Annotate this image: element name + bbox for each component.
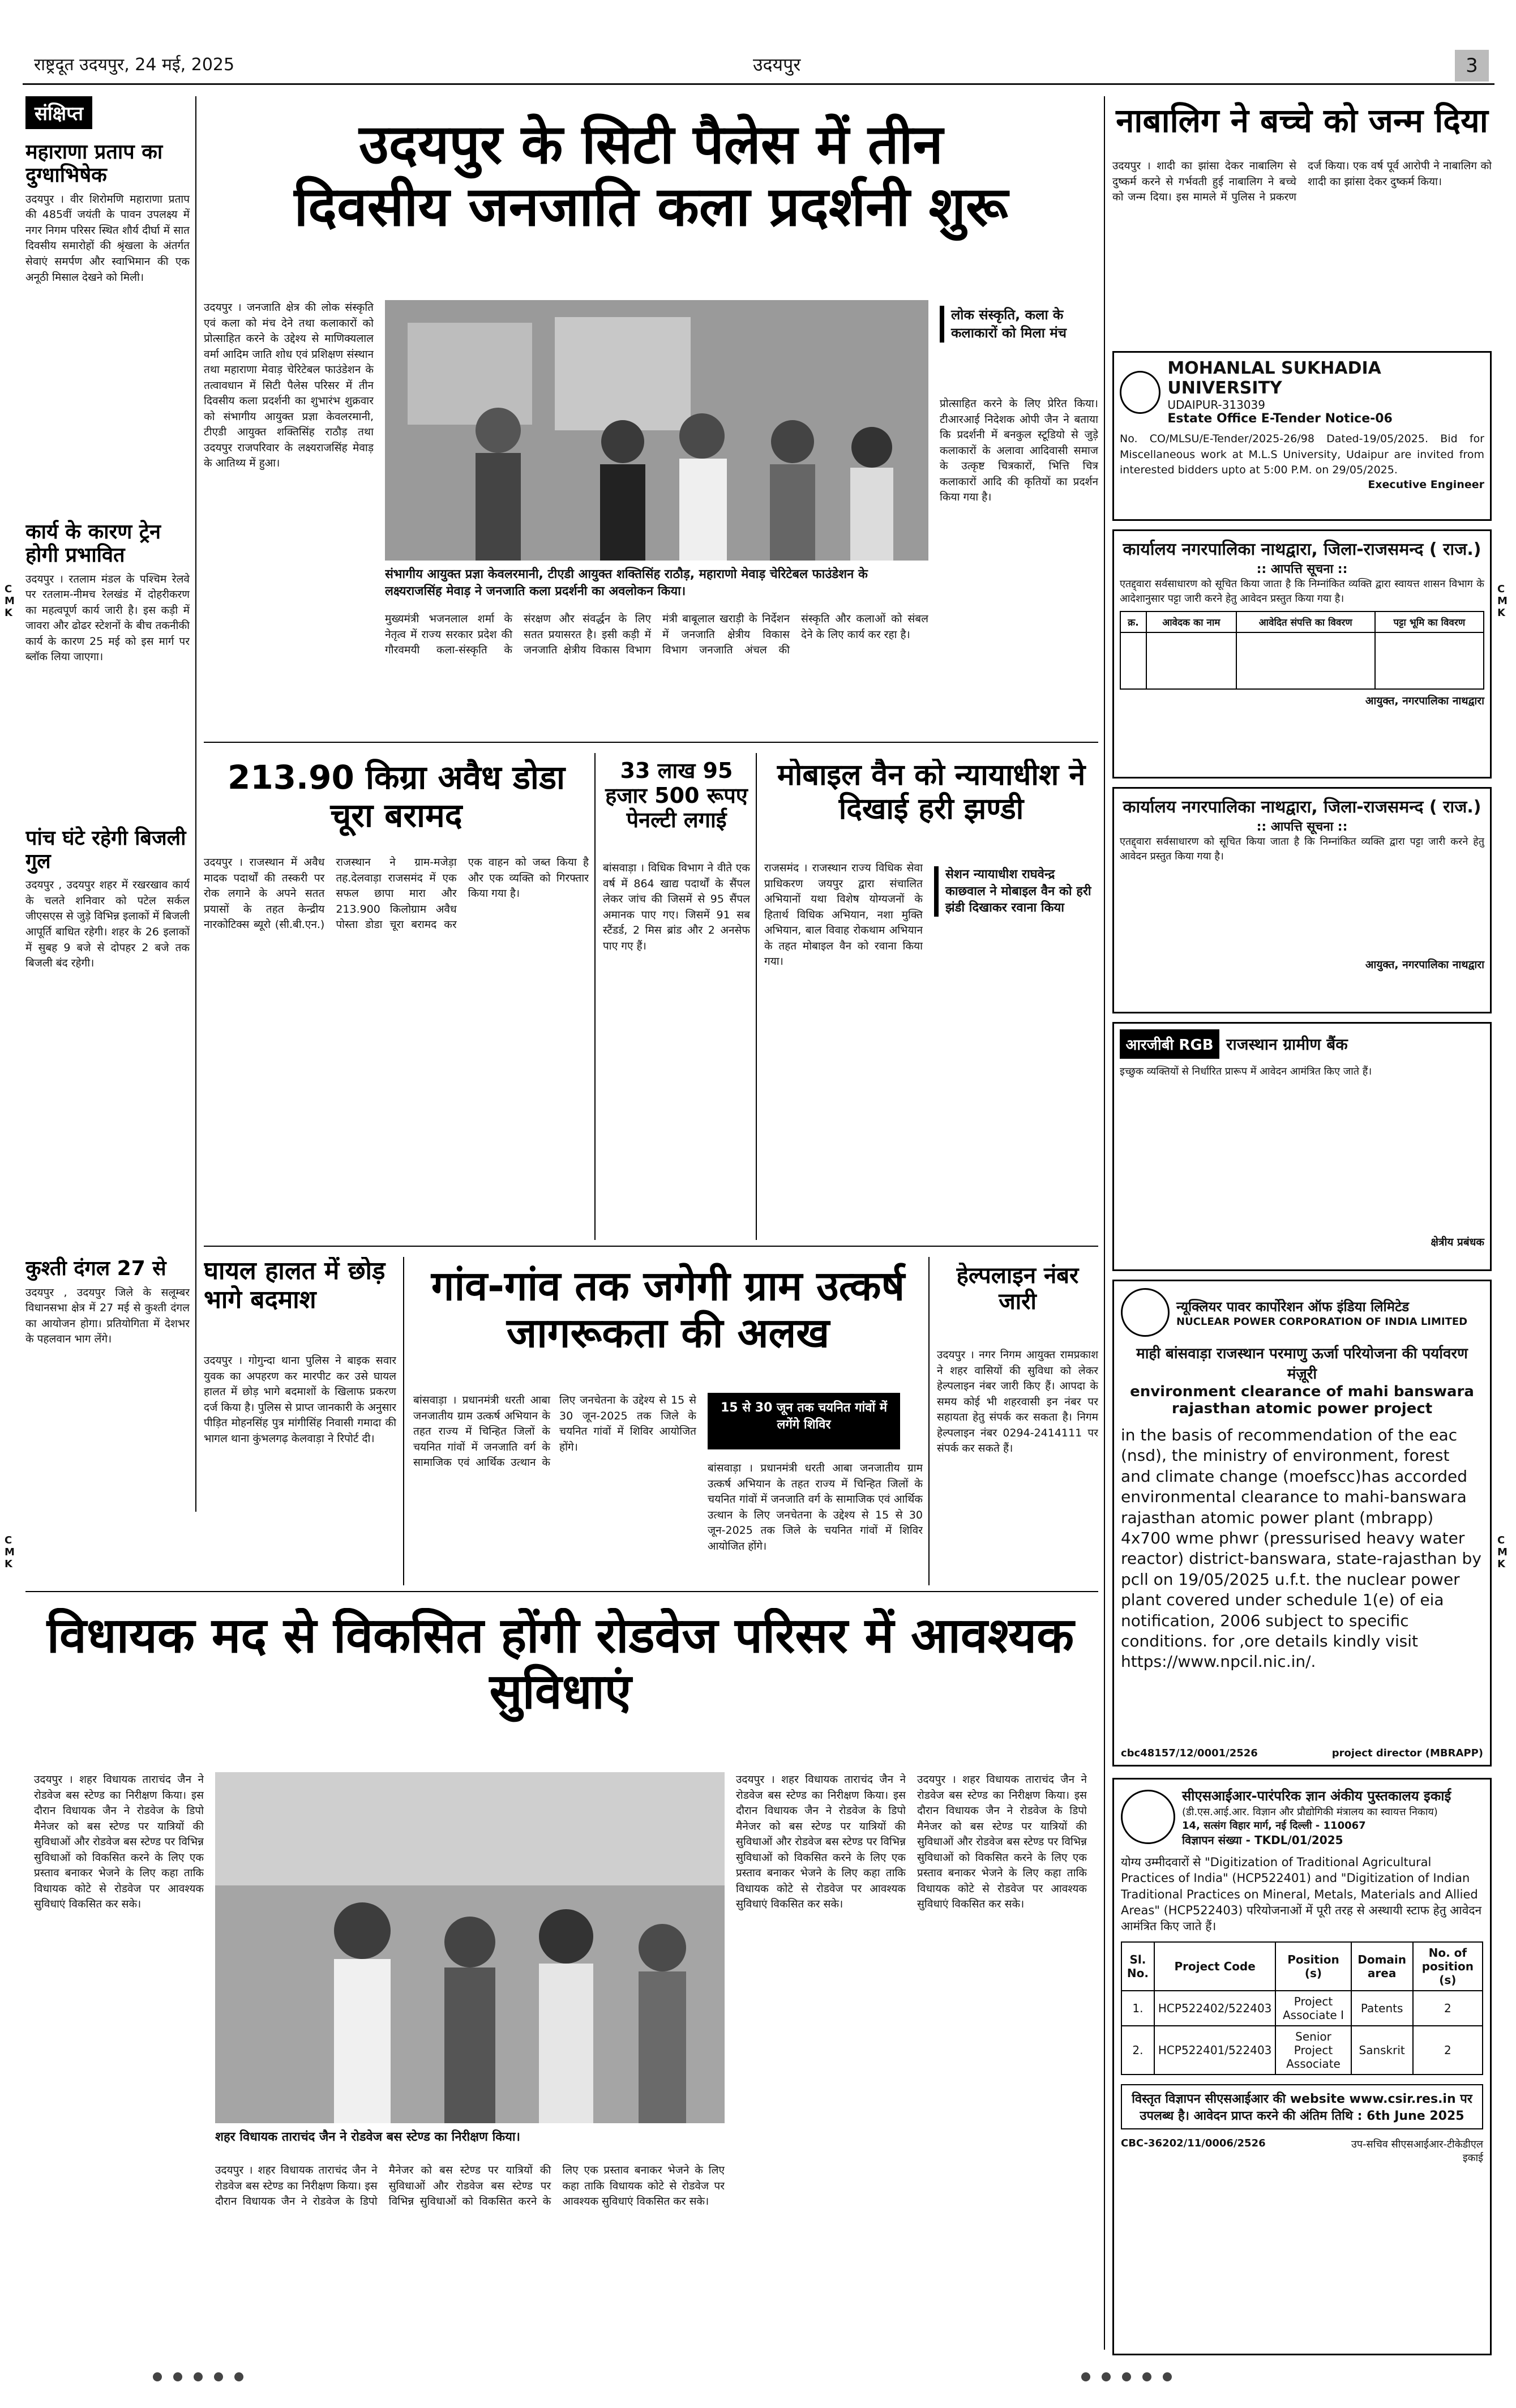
university-logo-icon (1120, 371, 1160, 414)
ad-footer (1121, 1747, 1483, 1759)
ad-table-header: Project Code (1154, 1942, 1276, 1991)
story-headline: विधायक मद से विकसित होंगी रोडवेज परिसर में आवश्यक सुविधाएं (46, 1608, 1074, 1720)
ad-table-header: पट्टा भूमि का विवरण (1375, 611, 1484, 632)
ad-table (1120, 611, 1484, 690)
story-photo-image (215, 1772, 725, 2123)
registration-dots (1076, 2372, 1302, 2395)
ad-subtitle: UDAIPUR-313039 (1167, 398, 1265, 412)
lead-body: उदयपुर । जनजाति क्षेत्र की लोक संस्कृति एवं कला को मंच देने तथा कलाकारों को प्रोत्साहित करने के उद्देश्य से माणिक्यलाल वर्मा आदिम जाति शोध एवं प्रशिक्षण संस्थान तथा महाराणा मेवाड़ चेरिटेबल फाउंडेशन के तत्वावधान में सिटी पैलेस परिसर में तीन दिवसीय कला प्रदर्शनी का शुभारंभ शुक्रवार को संभागीय आयुक्त प्रज्ञा केवलरमानी, टीएडी आयुक्त शक्तिसिंह राठौड़ तथा उदयपुर राजपरिवार के लक्ष्यराजसिंह मेवाड़ के आतिथ्य में हुआ। (204, 301, 374, 470)
lead-photo (385, 300, 928, 561)
registration-mark: C M K (5, 583, 15, 619)
story-body: उदयपुर । गोगुन्दा थाना पुलिस ने बाइक सवार युवक का अपहरण कर मारपीट कर उसे घायल हालत में छोड़ भागे बदमाशों के खिलाफ प्रकरण दर्ज किया है। पुलिस से प्राप्त जानकारी के अनुसार पीड़ित मोहनसिंह पुत्र मांगीसिंह निवासी गमादा की भागल थाना कुंभलगढ़ केलवाड़ा ने रिपोर्ट दी। (204, 1354, 396, 1445)
ad-header (1121, 1288, 1483, 1337)
lead-headline-line: उदयपुर के सिटी पैलेस में तीन (359, 113, 943, 176)
lead-body-right: प्रोत्साहित करने के लिए प्रेरित किया। टीआरआई निदेशक ओपी जैन ने बताया कि प्रदर्शनी में बनकुल स्टूडियो से जुड़े कलाकारों के अलावा आदिवासी समाज के उत्कृष्ट चित्रकारों, भित्ति चित्र कलाकारों आदि की कृतियों का प्रदर्शन किया गया है। (940, 397, 1098, 504)
ad-sign: project director (MBRAPP) (1331, 1747, 1483, 1759)
ad-subtitle: (डी.एस.आई.आर. विज्ञान और प्रौद्योगिकी मंत्रालय का स्वायत्त निकाय) (1182, 1806, 1438, 1818)
ad-line: 14, सत्संग विहार मार्ग, नई दिल्ली - 110067 (1182, 1820, 1366, 1832)
ad-title: कार्यालय नगरपालिका नाथद्वारा, जिला-राजसमन्द ( राज.) (1123, 540, 1481, 559)
story-photo-caption: शहर विधायक ताराचंद जैन ने रोडवेज बस स्टेण्ड का निरीक्षण किया। (215, 2130, 520, 2144)
lead-headline (204, 113, 1098, 294)
story-body: बांसवाड़ा । विधिक विभाग ने वीते एक वर्ष में 864 खाद्य पदार्थों के सैंपल लेकर जांच की जिसमें से 95 सैंपल अमानक पाए गए। जिसमें 91 सब स्टैंडर्ड, 2 मिस ब्रांड और 2 अनसेफ पाए गए हैं। (603, 862, 750, 952)
ad-npcil (1112, 1280, 1492, 1767)
ad-csir (1112, 1778, 1492, 2355)
npcil-logo-icon (1121, 1288, 1170, 1337)
ad-line: माही बांसवाड़ा राजस्थान परमाणु ऊर्जा परियोजना की पर्यावरण मंज़ूरी (1136, 1345, 1468, 1383)
story-body: राजसमंद । राजस्थान राज्य विधिक सेवा प्राधिकरण जयपुर द्वारा संचालित अभियानों यथा विशेष योग्यजनों के हितार्थ विधिक अभियान, नशा मुक्ति अभियान, बाल विवाह रोकथाम अभियान के तहत मोबाइल वैन को रवाना किया गया। (764, 862, 923, 968)
story-headline: 213.90 किग्रा अवैध डोडा चूरा बरामद (227, 759, 566, 835)
story-headline: गांव-गांव तक जगेगी ग्राम उत्कर्ष जागरूकता की अलख (431, 1263, 905, 1357)
column-divider (594, 753, 596, 1240)
ad-table-header: आवेदक का नाम (1146, 611, 1236, 632)
story-tag: 15 से 30 जून तक चयनित गांवों में लगेंगे शिविर (708, 1393, 900, 1449)
section-divider (204, 742, 1098, 743)
ad-line: विज्ञापन संख्या - TKDL/01/2025 (1182, 1833, 1343, 1847)
masthead (23, 45, 1494, 85)
table-cell: 2. (1121, 2026, 1154, 2075)
ad-title: राजस्थान ग्रामीण बैंक (1226, 1035, 1348, 1054)
table-cell: HCP522401/522403 (1154, 2026, 1276, 2075)
ad-footer: विस्तृत विज्ञापन सीएसआईआर की website www.csir.res.in पर उपलब्ध है। आवेदन प्राप्त करने की अंतिम तिथि : 6th June 2025 (1121, 2084, 1483, 2129)
table-cell: Patents (1351, 1991, 1413, 2026)
table-cell: Sanskrit (1351, 2026, 1413, 2075)
ad-line: :: आपत्ति सूचना :: (1256, 820, 1348, 834)
sidebar-label: संक्षिप्त (25, 96, 92, 129)
ad-municipal-notice (1112, 787, 1492, 1013)
ad-line: Estate Office E-Tender Notice-06 (1167, 412, 1393, 426)
ad-table (1121, 1941, 1483, 2075)
ad-sign: क्षेत्रीय प्रबंधक (1431, 1236, 1484, 1248)
ad-sign: उप-सचिव सीएसआईआर-टीकेडीएल इकाई (1351, 2138, 1483, 2164)
ad-line: environment clearance of mahi banswara rajasthan atomic power project (1130, 1383, 1474, 1417)
ad-table-header: Sl. No. (1121, 1942, 1154, 1991)
ad-university (1112, 351, 1492, 521)
story-body: उदयपुर । शहर विधायक ताराचंद जैन ने रोडवेज बस स्टेण्ड का निरीक्षण किया। इस दौरान विधायक जैन ने रोडवेज के डिपो मैनेजर को बस स्टेण्ड पर यात्रियों की सुविधाओं और रोडवेज बस स्टेण्ड पर विभिन्न सुविधाओं को विकसित करने के लिए एक प्रस्ताव बनाकर भेजने के लिए कहा ताकि विधायक कोटे से रोडवेज पर आवश्यक सुविधाएं विकसित कर सके। (215, 2164, 725, 2208)
ad-title: MOHANLAL SUKHADIA UNIVERSITY (1167, 358, 1381, 398)
table-cell: 2 (1413, 2026, 1483, 2075)
masthead-date: राष्ट्रदूत उदयपुर, 24 मई, 2025 (34, 55, 235, 75)
page-number: 3 (1455, 50, 1489, 82)
ad-table-header: Domain area (1351, 1942, 1413, 1991)
ad-body: No. CO/MLSU/E-Tender/2025-26/98 Dated-19/05/2025. Bid for Miscellaneous work at M.L.S University, Udaipur are invited from interested bidders upto at 5:00 P.M. on 29/05/2025. (1120, 433, 1484, 477)
ad-line: :: आपत्ति सूचना :: (1256, 562, 1348, 576)
brief-body: उदयपुर , उदयपुर जिले के सलूम्बर विधानसभा क्षेत्र में 27 मई से कुश्ती दंगल का आयोजन होगा। प्रतियोगिता में देशभर के पहलवान भाग लेंगे। (25, 1286, 190, 1346)
column-divider (195, 96, 196, 1512)
story-body: उदयपुर । राजस्थान में अवैध मादक पदार्थों की तस्करी पर रोक लगाने के अपने सतत प्रयासों के तहत केन्द्रीय नारकोटिक्स ब्यूरो (सी.बी.एन.) राजस्थान ने ग्राम-मजेड़ा तह.देलवाड़ा राजसमंद में एक सफल छापा मारा और 213.900 किलोग्राम अवैध पोस्ता डोडा चूरा बरामद कर एक वाहन को जब्त किया है और एक व्यक्ति को गिरफ्तार किया गया है। (204, 856, 589, 931)
brief-body: उदयपुर । रतलाम मंडल के पश्चिम रेलवे पर रतलाम-नीमच रेलखंड में दोहरीकरण का महत्वपूर्ण कार्य जारी है। इस कड़ी में जावरा और ढोढर स्टेशनों के बीच तकनीकी कार्य के कारण 25 मई को इस मार्ग पर ब्लॉक लिया जाएगा। (25, 572, 190, 664)
table-cell: 2 (1413, 1991, 1483, 2026)
story-body: उदयपुर । शादी का झांसा देकर नाबालिग से दुष्कर्म करने से गर्भवती हुई नाबालिग ने बच्चे को जन्म दिया। इस मामले में पुलिस ने प्रकरण दर्ज किया। एक वर्ष पूर्व आरोपी ने नाबालिग को शादी का झांसा देकर दुष्कर्म किया। (1112, 160, 1492, 204)
table-cell: HCP522402/522403 (1154, 1991, 1276, 2026)
ad-title: न्यूक्लियर पावर कार्पोरेशन ऑफ इंडिया लिमिटेड (1176, 1299, 1410, 1315)
ad-header (1120, 358, 1484, 426)
brief-headline: कार्य के कारण ट्रेन होगी प्रभावित (25, 520, 161, 567)
table-row (1121, 2026, 1483, 2075)
ad-title: सीएसआईआर-पारंपरिक ज्ञान अंकीय पुस्तकालय इकाई (1182, 1788, 1451, 1804)
ad-subtitle: NUCLEAR POWER CORPORATION OF INDIA LIMITED (1176, 1316, 1468, 1328)
ad-body: इच्छुक व्यक्तियों से निर्धारित प्रारूप में आवेदन आमंत्रित किए जाते हैं। (1120, 1066, 1372, 1077)
ad-title: कार्यालय नगरपालिका नाथद्वारा, जिला-राजसमन्द ( राज.) (1123, 797, 1481, 817)
ad-sign: आयुक्त, नगरपालिका नाथद्वारा (1365, 695, 1484, 708)
bank-logo: आरजीबी RGB (1120, 1029, 1219, 1059)
ad-body: in the basis of recommendation of the eac (nsd), the ministry of environment, forest and climate change (moefscc)has accorded environmental clearance to mahi-banswara rajasthan atomic power plant (mbrapp) 4x700 wme phwr (pressurised heavy water reactor) district-banswara, state-rajasthan by pcll on 19/05/2025 u.f.t. the nuclear power plant covered under schedule 1(e) of eia notification, 2006 subject to specific conditions. for ,ore details kindly visit https://www.npcil.nic.in/. (1121, 1426, 1481, 1671)
lead-photo-caption: संभागीय आयुक्त प्रज्ञा केवलरमानी, टीएडी आयुक्त शक्तिसिंह राठौड़, महाराणो मेवाड़ चेरिटेबल फाउंडेशन के लक्ष्यराजसिंह मेवाड़ ने जनजाति कला प्रदर्शनी का अवलोकन किया। (385, 567, 868, 598)
brief-headline: कुश्ती दंगल 27 से (25, 1257, 166, 1281)
registration-dots (147, 2372, 374, 2395)
ad-body: एतद्द्वारा सर्वसाधारण को सूचित किया जाता है कि निम्नांकित व्यक्ति द्वारा पट्टा जारी करने हेतु आवेदन प्रस्तुत किया गया है। (1120, 836, 1484, 863)
ad-ref: CBC-36202/11/0006/2526 (1121, 2137, 1266, 2149)
column-divider (756, 753, 757, 1240)
csir-logo-icon (1121, 1790, 1175, 1844)
pullquote-text: सेशन न्यायाधीश राघवेन्द्र काछवाल ने मोबाइल वैन को हरी झंडी दिखाकर रवाना किया (934, 866, 1098, 917)
story-headline: मोबाइल वैन को न्यायाधीश ने दिखाई हरी झण्डी (777, 759, 1086, 826)
section-divider (25, 1591, 1098, 1592)
table-cell: Senior Project Associate (1275, 2026, 1351, 2075)
sidebar-briefs (25, 96, 190, 1512)
masthead-section: उदयपुर (753, 54, 801, 75)
ad-table-header: No. of position (s) (1413, 1942, 1483, 1991)
story-headline: 33 लाख 95 हजार 500 रूपए पेनल्टी लगाई (605, 759, 748, 833)
ad-header (1120, 1029, 1484, 1059)
story-body: उदयपुर । शहर विधायक ताराचंद जैन ने रोडवेज बस स्टेण्ड का निरीक्षण किया। इस दौरान विधायक जैन ने रोडवेज के डिपो मैनेजर को बस स्टेण्ड पर यात्रियों की सुविधाओं और रोडवेज बस स्टेण्ड पर विभिन्न सुविधाओं को विकसित करने के लिए एक प्रस्ताव बनाकर भेजने के लिए कहा ताकि विधायक कोटे से रोडवेज पर आवश्यक सुविधाएं विकसित कर सके। (34, 1773, 204, 1911)
ad-sign: Executive Engineer (1368, 478, 1484, 491)
brief-body: उदयपुर । वीर शिरोमणि महाराणा प्रताप की 485वीं जयंती के पावन उपलक्ष्य में नगर निगम परिसर स्थित शौर्य दीर्घा में सात दिवसीय समारोहों की श्रृंखला के अंतर्गत सेवाएं समर्पण और स्वाभिमान की एक अनूठी मिसाल देखने को मिली। (25, 193, 190, 284)
registration-mark: C M K (5, 1534, 15, 1570)
ad-body: एतद्द्वारा सर्वसाधारण को सूचित किया जाता है कि निम्नांकित व्यक्ति द्वारा स्वायत्त शासन विभाग के आदेशानुसार पट्टा जारी करने हेतु आवेदन प्रस्तुत किया गया है। (1120, 578, 1484, 605)
section-divider (204, 1246, 1098, 1247)
story-body: उदयपुर । शहर विधायक ताराचंद जैन ने रोडवेज बस स्टेण्ड का निरीक्षण किया। इस दौरान विधायक जैन ने रोडवेज के डिपो मैनेजर को बस स्टेण्ड पर यात्रियों की सुविधाओं और रोडवेज बस स्टेण्ड पर विभिन्न सुविधाओं को विकसित करने के लिए एक प्रस्ताव बनाकर भेजने के लिए कहा ताकि विधायक कोटे से रोडवेज पर आवश्यक सुविधाएं विकसित कर सके। (736, 1773, 906, 1911)
column-divider (928, 1257, 930, 1585)
lead-pullquote (940, 306, 1093, 391)
table-cell: Project Associate I (1275, 1991, 1351, 2026)
ad-footer-row (1121, 2137, 1483, 2165)
ad-body: योग्य उम्मीदवारों से "Digitization of Traditional Agricultural Practices of India" (HCP522401) and "Digitization of Indian Traditional Practices on Mineral, Metals, Materials and Allied Areas" (HCP522403) परियोजनाओं में पूरी तरह से अस्थायी स्टाफ हेतु आवेदन आमंत्रित किए जाते हैं। (1121, 1855, 1482, 1934)
story-photo (215, 1772, 725, 2123)
brief-body: उदयपुर , उदयपुर शहर में रखरखाव कार्य के चलते शनिवार को पटेल सर्कल जीएसएस से जुड़े विभिन्न इलाकों में बिजली आपूर्ति बाधित रहेगी। शहर के 26 इलाकों में सुबह 9 बजे से दोपहर 2 बजे तक बिजली बंद रहेगी। (25, 879, 190, 970)
ad-table-header: Position (s) (1275, 1942, 1351, 1991)
story-headline: नाबालिग ने बच्चे को जन्म दिया (1116, 102, 1488, 140)
column-divider (403, 1257, 404, 1585)
story-body: उदयपुर । शहर विधायक ताराचंद जैन ने रोडवेज बस स्टेण्ड का निरीक्षण किया। इस दौरान विधायक जैन ने रोडवेज के डिपो मैनेजर को बस स्टेण्ड पर यात्रियों की सुविधाओं और रोडवेज बस स्टेण्ड पर विभिन्न सुविधाओं को विकसित करने के लिए एक प्रस्ताव बनाकर भेजने के लिए कहा ताकि विधायक कोटे से रोडवेज पर आवश्यक सुविधाएं विकसित कर सके। (917, 1773, 1087, 1911)
table-row (1121, 1991, 1483, 2026)
ad-municipal-notice (1112, 529, 1492, 779)
lead-photo-image (385, 300, 928, 561)
brief-headline: पांच घंटे रहेगी बिजली गुल (25, 826, 186, 873)
table-cell: 1. (1121, 1991, 1154, 2026)
story-body: बांसवाड़ा । प्रधानमंत्री धरती आबा जनजातीय ग्राम उत्कर्ष अभियान के तहत राज्य में चिन्हित जिलों के चयनित गांवों में जनजाति वर्ग के सामाजिक एवं आर्थिक उत्थान के लिए जनचेतना के उद्देश्य से 15 से 30 जून-2025 तक जिले के चयनित गांवों में शिविर आयोजित होंगे। (413, 1394, 696, 1469)
ad-table-header: आवेदित संपत्ति का विवरण (1236, 611, 1375, 632)
story-headline: घायल हालत में छोड़ भागे बदमाश (204, 1257, 386, 1314)
registration-mark: C M K (1497, 1534, 1508, 1570)
story-body: बांसवाड़ा । प्रधानमंत्री धरती आबा जनजातीय ग्राम उत्कर्ष अभियान के तहत राज्य में चिन्हित जिलों के चयनित गांवों में जनजाति वर्ग के सामाजिक एवं आर्थिक उत्थान के लिए जनचेतना के उद्देश्य से 15 से 30 जून-2025 तक जिले के चयनित गांवों में शिविर आयोजित होंगे। (708, 1462, 923, 1552)
story-pullquote (934, 866, 1098, 980)
ad-sign: आयुक्त, नगरपालिका नाथद्वारा (1365, 959, 1484, 971)
lead-headline-line: दिवसीय जनजाति कला प्रदर्शनी शुरू (294, 175, 1008, 239)
story-headline: हेल्पलाइन नंबर जारी (956, 1263, 1079, 1315)
lead-body-lower: मुख्यमंत्री भजनलाल शर्मा के नेतृत्व में राज्य सरकार प्रदेश की गौरवमयी कला-संस्कृति के संरक्षण और संवर्द्धन के लिए सतत प्रयासरत है। इसी कड़ी में जनजाति क्षेत्रीय विकास विभाग मंत्री बाबूलाल खराड़ी के निर्देशन में जनजाति क्षेत्रीय विकास विभाग जनजाति अंचल की संस्कृति और कलाओं को संबल देने के लिए कार्य कर रहा है। (385, 613, 928, 657)
ad-bank (1112, 1022, 1492, 1271)
brief-headline: महाराणा प्रताप का दुग्धाभिषेक (25, 140, 163, 187)
ad-ref: cbc48157/12/0001/2526 (1121, 1747, 1258, 1759)
ad-table-header: क्र. (1120, 611, 1146, 632)
story-body: उदयपुर । नगर निगम आयुक्त रामप्रकाश ने शहर वासियों की सुविधा को लेकर हेल्पलाइन नंबर जारी किए हैं। आपदा के समय कोई भी शहरवासी इन नंबर पर सहायता हेतु संपर्क कर सकता है। निगम हेल्पलाइन नंबर 0294-2414111 पर संपर्क कर सकते हैं। (937, 1349, 1098, 1455)
pullquote-text: लोक संस्कृति, कला के कलाकारों को मिला मंच (940, 306, 1093, 343)
registration-mark: C M K (1497, 583, 1508, 619)
ad-header (1121, 1786, 1483, 1847)
column-divider (1104, 96, 1105, 2350)
